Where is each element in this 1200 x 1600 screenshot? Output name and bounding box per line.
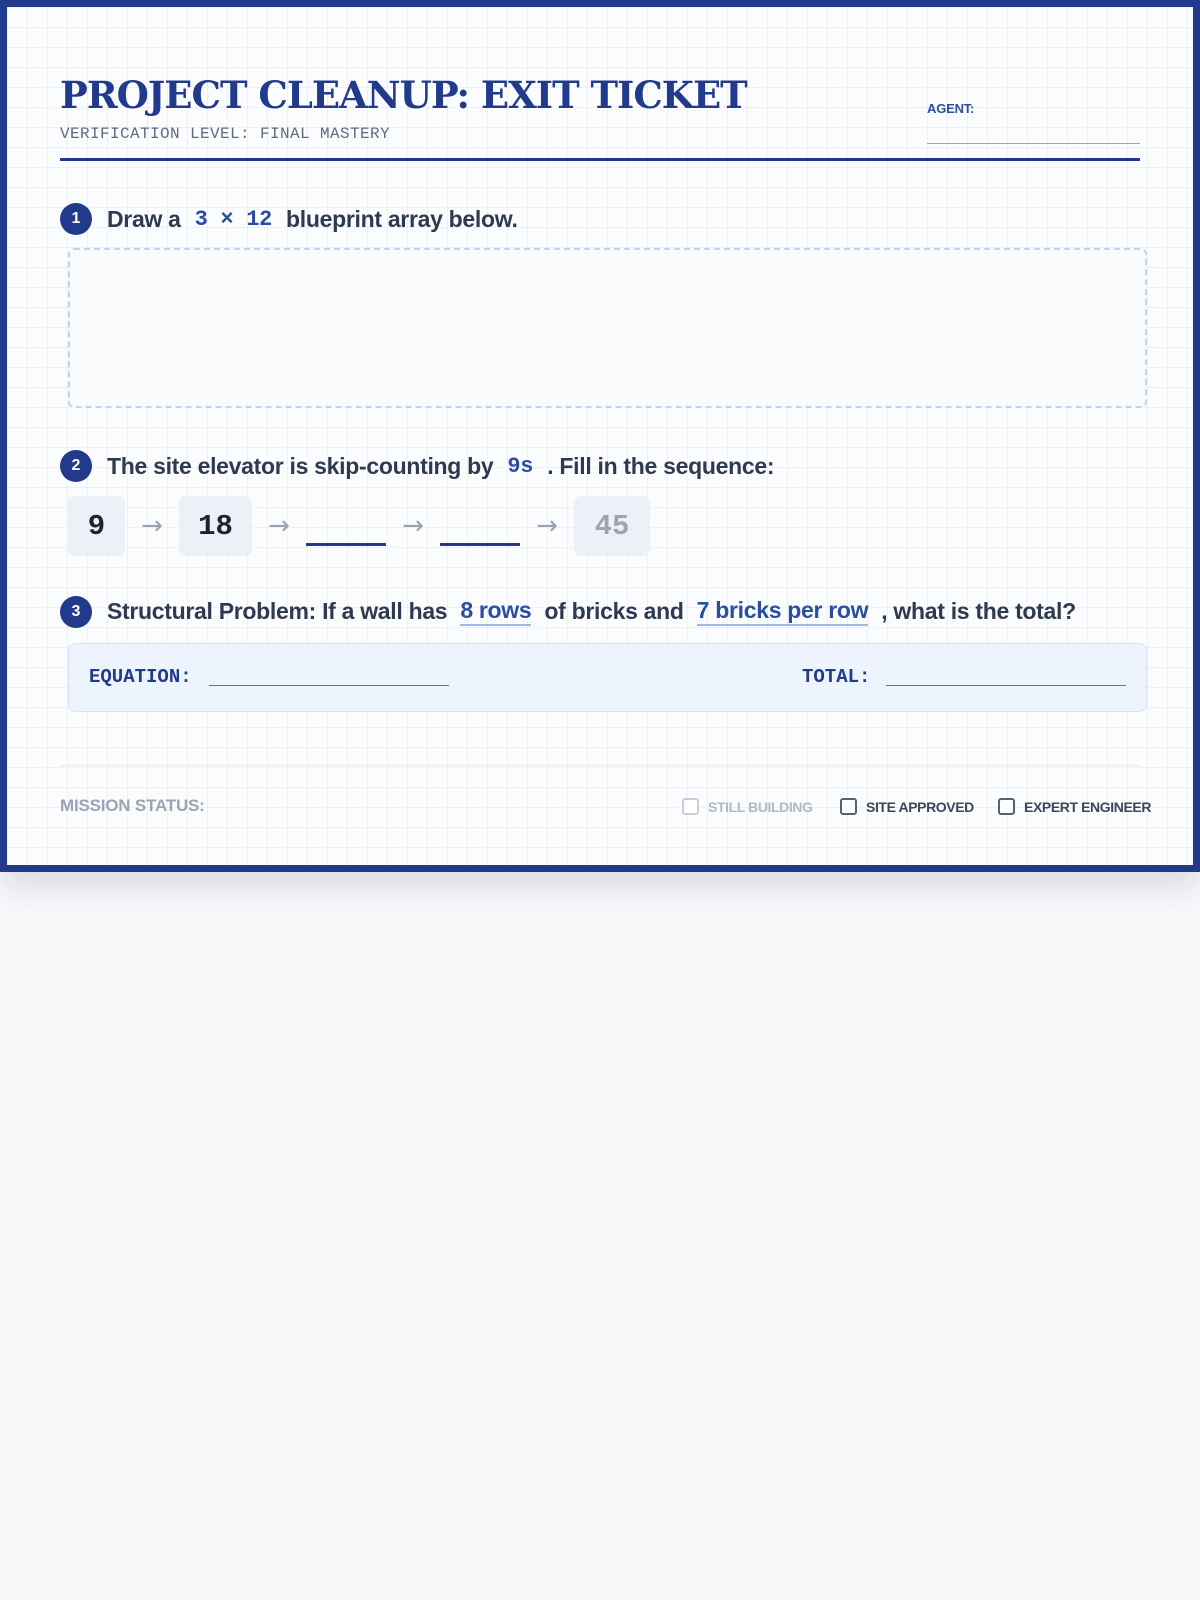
array-expression: 3 × 12 [194, 206, 273, 232]
question-text-after: , what is the total? [881, 598, 1076, 625]
arrow-right-icon: → [268, 511, 290, 541]
checkbox-icon[interactable] [840, 798, 857, 815]
equation-label: EQUATION: [89, 666, 192, 688]
status-option-label: EXPERT ENGINEER [1024, 798, 1152, 815]
arrow-right-icon: → [536, 511, 558, 541]
mission-status-label: MISSION STATUS: [60, 796, 205, 815]
question-text-before: Draw a [107, 205, 181, 232]
page-subtitle: VERIFICATION LEVEL: FINAL MASTERY [60, 125, 391, 143]
per-row-value: 7 bricks per row [697, 598, 869, 625]
question-text-before: The site elevator is skip-counting by [107, 452, 494, 479]
arrow-right-icon: → [141, 511, 163, 541]
checkbox-icon[interactable] [682, 798, 699, 815]
question-text [107, 598, 1076, 625]
arrow-right-icon: → [402, 511, 424, 541]
ticket-header [60, 63, 1140, 161]
agent-label: AGENT: [927, 101, 975, 116]
status-option-label: STILL BUILDING [708, 798, 813, 815]
question-text-after: blueprint array below. [286, 205, 518, 232]
total-input[interactable] [886, 685, 1126, 686]
question-number-badge: 1 [60, 203, 92, 235]
question-3 [60, 596, 1076, 628]
question-number-badge: 3 [60, 596, 92, 628]
question-text [107, 453, 774, 480]
question-1 [60, 203, 518, 235]
mission-status-footer [60, 765, 1152, 826]
question-number-badge: 2 [60, 450, 92, 482]
question-text [107, 206, 518, 233]
total-label: TOTAL: [802, 666, 871, 688]
page-title: PROJECT CLEANUP: EXIT TICKET [60, 73, 747, 117]
sequence-value-first: 9 [68, 496, 125, 556]
status-option-site-approved[interactable] [840, 798, 974, 815]
question-text-before: Structural Problem: If a wall has [107, 598, 448, 625]
agent-name-field[interactable] [927, 143, 1140, 144]
sequence-value-last: 45 [574, 496, 650, 556]
equation-input[interactable] [209, 685, 449, 686]
array-drawing-area[interactable] [68, 248, 1147, 408]
skip-count-sequence [68, 496, 650, 556]
rows-value: 8 rows [460, 598, 531, 625]
status-option-expert-engineer[interactable] [998, 798, 1151, 815]
status-option-still-building[interactable] [682, 798, 813, 815]
status-option-label: SITE APPROVED [866, 798, 974, 815]
sequence-value-second: 18 [179, 496, 252, 556]
question-text-after: . Fill in the sequence: [547, 452, 775, 479]
question-2 [60, 450, 774, 482]
sequence-blank-input[interactable] [440, 506, 520, 546]
checkbox-icon[interactable] [998, 798, 1015, 815]
question-text-middle: of bricks and [544, 598, 684, 625]
skip-count-value: 9s [507, 453, 534, 479]
equation-panel [68, 643, 1147, 712]
sequence-blank-input[interactable] [306, 506, 386, 546]
